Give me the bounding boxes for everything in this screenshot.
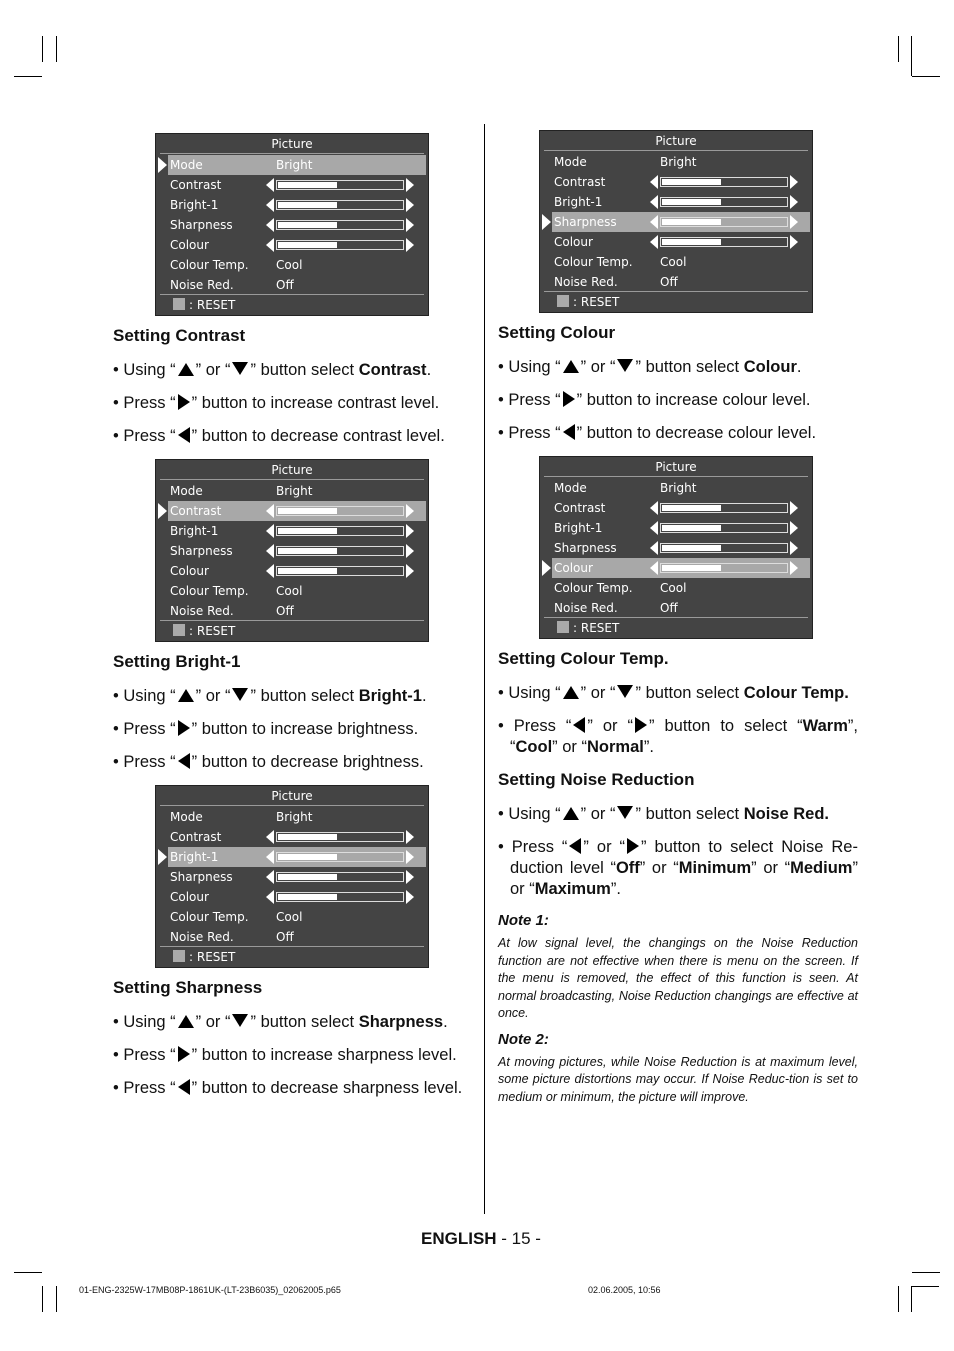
menu-row-label: Contrast bbox=[170, 178, 222, 192]
instruction: • Press “ ” button to increase brightness. bbox=[113, 720, 419, 738]
menu-row-label: Colour bbox=[554, 235, 593, 249]
note-title: Note 1: bbox=[498, 912, 549, 929]
menu-row-label: Sharpness bbox=[170, 870, 233, 884]
left-arrow-icon bbox=[266, 178, 274, 192]
menu-row-label: Sharpness bbox=[554, 541, 617, 555]
right-arrow-icon bbox=[406, 524, 414, 538]
left-arrow-icon bbox=[266, 218, 274, 232]
down-arrow-icon bbox=[617, 359, 633, 372]
menu-row[interactable] bbox=[168, 887, 426, 907]
menu-row[interactable] bbox=[168, 827, 426, 847]
menu-row-label: Bright-1 bbox=[170, 850, 219, 864]
section-heading: Setting Noise Reduction bbox=[498, 770, 695, 789]
menu-row[interactable] bbox=[168, 155, 426, 175]
right-arrow-icon bbox=[790, 561, 798, 575]
down-arrow-icon bbox=[232, 1014, 248, 1027]
menu-row-label: Mode bbox=[170, 158, 203, 172]
left-arrow-icon bbox=[650, 521, 658, 535]
menu-row[interactable] bbox=[168, 275, 426, 295]
instruction: • Using “ ” or “ ” button select Sharpness. bbox=[113, 1013, 448, 1031]
slider-track bbox=[276, 240, 404, 250]
left-arrow-icon bbox=[569, 838, 581, 854]
menu-footer bbox=[160, 620, 424, 641]
left-arrow-icon bbox=[650, 215, 658, 229]
slider-fill bbox=[278, 528, 337, 534]
crop-mark bbox=[898, 1286, 899, 1312]
selection-pointer-icon bbox=[542, 560, 551, 576]
left-arrow-icon bbox=[573, 717, 585, 733]
slider-track bbox=[276, 180, 404, 190]
slider-track bbox=[660, 237, 788, 247]
level-slider[interactable] bbox=[650, 501, 798, 515]
menu-row[interactable] bbox=[552, 192, 810, 212]
menu-row-label: Colour Temp. bbox=[554, 255, 633, 269]
reset-label[interactable]: : RESET bbox=[189, 950, 236, 964]
menu-row-value: Bright bbox=[276, 484, 313, 498]
slider-fill bbox=[278, 894, 337, 900]
instruction: • Press “ ” button to decrease brightness. bbox=[113, 753, 424, 771]
slider-fill bbox=[278, 834, 337, 840]
menu-row-label: Mode bbox=[170, 484, 203, 498]
slider-track bbox=[276, 220, 404, 230]
down-arrow-icon bbox=[617, 806, 633, 819]
reset-key-icon bbox=[557, 621, 569, 633]
menu-row[interactable] bbox=[168, 867, 426, 887]
picture-menu bbox=[539, 130, 813, 313]
menu-row-value: Bright bbox=[660, 155, 697, 169]
menu-row[interactable] bbox=[552, 212, 810, 232]
crop-mark bbox=[898, 36, 899, 62]
crop-mark bbox=[42, 36, 43, 62]
level-slider[interactable] bbox=[266, 544, 414, 558]
left-arrow-icon bbox=[266, 890, 274, 904]
menu-row[interactable] bbox=[168, 215, 426, 235]
level-slider[interactable] bbox=[650, 215, 798, 229]
instruction: • Using “ ” or “ ” button select Contrast. bbox=[113, 361, 432, 379]
menu-row[interactable] bbox=[168, 481, 426, 501]
level-slider[interactable] bbox=[266, 890, 414, 904]
menu-row[interactable] bbox=[168, 581, 426, 601]
instruction: • Using “ ” or “ ” button select Colour Temp. bbox=[498, 684, 849, 702]
menu-row-value: Off bbox=[660, 275, 678, 289]
picture-menu bbox=[539, 456, 813, 639]
right-arrow-icon bbox=[178, 720, 190, 736]
slider-track bbox=[660, 217, 788, 227]
menu-row[interactable] bbox=[552, 518, 810, 538]
right-arrow-icon bbox=[627, 838, 639, 854]
menu-row-label: Bright-1 bbox=[170, 198, 219, 212]
right-arrow-icon bbox=[790, 541, 798, 555]
menu-row[interactable] bbox=[168, 175, 426, 195]
left-arrow-icon bbox=[266, 198, 274, 212]
instruction: • Press “ ” button to increase contrast level. bbox=[113, 394, 440, 412]
menu-row[interactable] bbox=[552, 578, 810, 598]
menu-title: Picture bbox=[544, 457, 808, 477]
crop-mark bbox=[911, 36, 912, 76]
crop-mark bbox=[14, 76, 42, 77]
menu-title: Picture bbox=[160, 134, 424, 154]
slider-track bbox=[660, 563, 788, 573]
note-text: At low signal level, the changings on the Noise Reduction function are not effective when there is menu on the screen. If the menu is removed, the effect of this function is seen. At normal broadcasting, Noise Reduction changings are effective at once. bbox=[498, 936, 858, 1020]
left-arrow-icon bbox=[266, 524, 274, 538]
slider-track bbox=[660, 177, 788, 187]
menu-row[interactable] bbox=[168, 235, 426, 255]
menu-row-value: Cool bbox=[660, 581, 687, 595]
slider-fill bbox=[278, 854, 337, 860]
instruction: • Press “ ” button to decrease colour level. bbox=[498, 424, 817, 442]
right-arrow-icon bbox=[178, 394, 190, 410]
crop-mark bbox=[56, 1286, 57, 1312]
menu-row[interactable] bbox=[168, 521, 426, 541]
slider-fill bbox=[662, 545, 721, 551]
slider-track bbox=[660, 503, 788, 513]
menu-row-label: Colour Temp. bbox=[170, 910, 249, 924]
right-arrow-icon bbox=[563, 391, 575, 407]
slider-fill bbox=[662, 565, 721, 571]
menu-row[interactable] bbox=[168, 907, 426, 927]
slider-track bbox=[276, 872, 404, 882]
menu-row[interactable] bbox=[552, 272, 810, 292]
slider-fill bbox=[278, 202, 337, 208]
slider-fill bbox=[278, 874, 337, 880]
level-slider[interactable] bbox=[266, 504, 414, 518]
right-arrow-icon bbox=[790, 195, 798, 209]
right-arrow-icon bbox=[406, 178, 414, 192]
crop-mark bbox=[912, 76, 940, 77]
crop-mark bbox=[912, 1272, 940, 1273]
menu-footer bbox=[544, 291, 808, 312]
reset-key-icon bbox=[173, 624, 185, 636]
slider-track bbox=[276, 546, 404, 556]
menu-footer bbox=[544, 617, 808, 638]
menu-row-label: Noise Red. bbox=[170, 278, 234, 292]
left-arrow-icon bbox=[650, 501, 658, 515]
down-arrow-icon bbox=[617, 685, 633, 698]
left-arrow-icon bbox=[266, 850, 274, 864]
note-title: Note 2: bbox=[498, 1030, 549, 1048]
page-number: - 15 - bbox=[496, 1229, 541, 1248]
right-arrow-icon bbox=[790, 215, 798, 229]
section-heading: Setting Colour Temp. bbox=[498, 649, 669, 668]
slider-fill bbox=[278, 222, 337, 228]
menu-row[interactable] bbox=[552, 598, 810, 618]
menu-title: Picture bbox=[160, 460, 424, 480]
menu-row[interactable] bbox=[552, 232, 810, 252]
crop-mark bbox=[911, 1286, 912, 1312]
down-arrow-icon bbox=[232, 362, 248, 375]
menu-row[interactable] bbox=[168, 601, 426, 621]
menu-title: Picture bbox=[160, 786, 424, 806]
menu-row-label: Noise Red. bbox=[554, 601, 618, 615]
slider-fill bbox=[278, 508, 337, 514]
up-arrow-icon bbox=[178, 363, 194, 376]
menu-row-label: Noise Red. bbox=[170, 930, 234, 944]
left-arrow-icon bbox=[178, 1079, 190, 1095]
up-arrow-icon bbox=[178, 689, 194, 702]
menu-row-label: Contrast bbox=[554, 175, 606, 189]
selection-pointer-icon bbox=[542, 214, 551, 230]
right-arrow-icon bbox=[406, 218, 414, 232]
menu-row[interactable] bbox=[552, 172, 810, 192]
crop-mark bbox=[14, 1272, 42, 1273]
slider-fill bbox=[278, 568, 337, 574]
menu-row-value: Cool bbox=[660, 255, 687, 269]
level-slider[interactable] bbox=[266, 218, 414, 232]
menu-footer bbox=[160, 946, 424, 967]
instruction: • Press “ ” or “ ” button to select “Warm”, “Cool” or “Normal”. bbox=[498, 717, 858, 756]
menu-row-label: Mode bbox=[554, 481, 587, 495]
column-divider bbox=[484, 124, 485, 1214]
level-slider[interactable] bbox=[650, 541, 798, 555]
menu-row[interactable] bbox=[552, 252, 810, 272]
right-arrow-icon bbox=[406, 238, 414, 252]
up-arrow-icon bbox=[563, 360, 579, 373]
menu-row[interactable] bbox=[168, 847, 426, 867]
right-arrow-icon bbox=[790, 235, 798, 249]
picture-menu bbox=[155, 133, 429, 316]
right-arrow-icon bbox=[635, 717, 647, 733]
reset-key-icon bbox=[557, 295, 569, 307]
file-date: 02.06.2005, 10:56 bbox=[588, 1285, 661, 1295]
menu-row-label: Contrast bbox=[170, 830, 222, 844]
selection-pointer-icon bbox=[158, 157, 167, 173]
menu-row-value: Off bbox=[660, 601, 678, 615]
instruction: • Using “ ” or “ ” button select Noise Red. bbox=[498, 805, 829, 823]
reset-key-icon bbox=[173, 298, 185, 310]
level-slider[interactable] bbox=[266, 198, 414, 212]
menu-row-label: Bright-1 bbox=[170, 524, 219, 538]
menu-row-value: Bright bbox=[276, 810, 313, 824]
slider-track bbox=[276, 832, 404, 842]
section-heading: Setting Colour bbox=[498, 323, 616, 342]
instruction: • Press “ ” button to increase sharpness level. bbox=[113, 1046, 457, 1064]
menu-row-label: Colour bbox=[554, 561, 593, 575]
level-slider[interactable] bbox=[266, 238, 414, 252]
menu-row[interactable] bbox=[552, 498, 810, 518]
picture-menu bbox=[155, 459, 429, 642]
left-arrow-icon bbox=[266, 544, 274, 558]
slider-fill bbox=[662, 505, 721, 511]
level-slider[interactable] bbox=[650, 235, 798, 249]
slider-track bbox=[276, 526, 404, 536]
menu-row-label: Noise Red. bbox=[554, 275, 618, 289]
instruction: • Using “ ” or “ ” button select Bright-1. bbox=[113, 687, 427, 705]
menu-title: Picture bbox=[544, 131, 808, 151]
slider-fill bbox=[662, 199, 721, 205]
section-heading: Setting Bright-1 bbox=[113, 652, 241, 671]
slider-track bbox=[660, 197, 788, 207]
crop-mark bbox=[56, 36, 57, 62]
right-arrow-icon bbox=[406, 544, 414, 558]
up-arrow-icon bbox=[563, 686, 579, 699]
reset-label[interactable]: : RESET bbox=[573, 621, 620, 635]
menu-row[interactable] bbox=[168, 255, 426, 275]
menu-row-label: Bright-1 bbox=[554, 521, 603, 535]
slider-fill bbox=[278, 182, 337, 188]
right-arrow-icon bbox=[406, 890, 414, 904]
slider-track bbox=[276, 200, 404, 210]
left-arrow-icon bbox=[266, 564, 274, 578]
level-slider[interactable] bbox=[266, 524, 414, 538]
menu-row-value: Cool bbox=[276, 910, 303, 924]
slider-fill bbox=[662, 525, 721, 531]
level-slider[interactable] bbox=[266, 850, 414, 864]
menu-row-value: Off bbox=[276, 278, 294, 292]
menu-footer bbox=[160, 294, 424, 315]
right-arrow-icon bbox=[790, 521, 798, 535]
menu-row-label: Noise Red. bbox=[170, 604, 234, 618]
menu-row-label: Colour bbox=[170, 564, 209, 578]
right-arrow-icon bbox=[790, 175, 798, 189]
right-arrow-icon bbox=[406, 870, 414, 884]
level-slider[interactable] bbox=[650, 195, 798, 209]
menu-row-value: Cool bbox=[276, 258, 303, 272]
menu-row-label: Colour bbox=[170, 890, 209, 904]
page-footer bbox=[421, 1229, 541, 1249]
file-name: 01-ENG-2325W-17MB08P-1861UK-(LT-23B6035)_02062005.p65 bbox=[79, 1285, 341, 1295]
right-arrow-icon bbox=[406, 830, 414, 844]
reset-label[interactable]: : RESET bbox=[573, 295, 620, 309]
menu-row[interactable] bbox=[168, 195, 426, 215]
down-arrow-icon bbox=[232, 688, 248, 701]
menu-row[interactable] bbox=[168, 501, 426, 521]
left-arrow-icon bbox=[178, 753, 190, 769]
up-arrow-icon bbox=[563, 807, 579, 820]
menu-row-label: Colour Temp. bbox=[170, 258, 249, 272]
level-slider[interactable] bbox=[650, 521, 798, 535]
menu-row-label: Colour Temp. bbox=[170, 584, 249, 598]
slider-fill bbox=[662, 219, 721, 225]
note-text: At moving pictures, while Noise Reduction is at maximum level, some picture distortions may occur. If Noise Reduc-tion is set to medium or minimum, the picture will improve. bbox=[498, 1054, 858, 1104]
menu-row[interactable] bbox=[168, 541, 426, 561]
left-arrow-icon bbox=[650, 175, 658, 189]
menu-row-label: Colour Temp. bbox=[554, 581, 633, 595]
menu-row[interactable] bbox=[168, 927, 426, 947]
crop-mark bbox=[42, 1286, 43, 1312]
level-slider[interactable] bbox=[266, 564, 414, 578]
reset-label[interactable]: : RESET bbox=[189, 298, 236, 312]
right-arrow-icon bbox=[406, 850, 414, 864]
slider-fill bbox=[662, 239, 721, 245]
slider-fill bbox=[278, 548, 337, 554]
menu-row-label: Contrast bbox=[554, 501, 606, 515]
menu-row-label: Bright-1 bbox=[554, 195, 603, 209]
menu-row-value: Bright bbox=[660, 481, 697, 495]
reset-label[interactable]: : RESET bbox=[189, 624, 236, 638]
menu-row-label: Mode bbox=[554, 155, 587, 169]
instruction: • Using “ ” or “ ” button select Colour. bbox=[498, 358, 802, 376]
menu-row-label: Colour bbox=[170, 238, 209, 252]
menu-row-label: Contrast bbox=[170, 504, 222, 518]
menu-row[interactable] bbox=[168, 561, 426, 581]
left-arrow-icon bbox=[563, 424, 575, 440]
level-slider[interactable] bbox=[266, 830, 414, 844]
left-arrow-icon bbox=[650, 235, 658, 249]
picture-menu bbox=[155, 785, 429, 968]
up-arrow-icon bbox=[178, 1015, 194, 1028]
left-arrow-icon bbox=[266, 504, 274, 518]
menu-row-value: Bright bbox=[276, 158, 313, 172]
menu-row-label: Mode bbox=[170, 810, 203, 824]
level-slider[interactable] bbox=[266, 870, 414, 884]
instruction: • Press “ ” button to decrease sharpness level. bbox=[113, 1079, 463, 1097]
menu-row[interactable] bbox=[168, 807, 426, 827]
level-slider[interactable] bbox=[650, 561, 798, 575]
instruction: • Press “ ” button to decrease contrast level. bbox=[113, 427, 445, 445]
level-slider[interactable] bbox=[266, 178, 414, 192]
section-heading: Setting Sharpness bbox=[113, 978, 263, 997]
slider-fill bbox=[278, 242, 337, 248]
selection-pointer-icon bbox=[158, 503, 167, 519]
left-arrow-icon bbox=[266, 830, 274, 844]
menu-row-label: Sharpness bbox=[170, 544, 233, 558]
right-arrow-icon bbox=[178, 1046, 190, 1062]
section-heading: Setting Contrast bbox=[113, 326, 246, 345]
left-column bbox=[113, 133, 473, 1111]
menu-row[interactable] bbox=[552, 538, 810, 558]
slider-track bbox=[660, 543, 788, 553]
instruction: • Press “ ” or “ ” button to select Noise Re-duction level “Off” or “Minimum” or “Medium” or “Maximum”. bbox=[498, 838, 858, 898]
menu-row-label: Sharpness bbox=[170, 218, 233, 232]
slider-track bbox=[276, 506, 404, 516]
menu-row[interactable] bbox=[552, 152, 810, 172]
left-arrow-icon bbox=[650, 195, 658, 209]
right-arrow-icon bbox=[790, 501, 798, 515]
right-arrow-icon bbox=[406, 504, 414, 518]
level-slider[interactable] bbox=[650, 175, 798, 189]
slider-track bbox=[660, 523, 788, 533]
language-label: ENGLISH bbox=[421, 1229, 497, 1248]
instruction: • Press “ ” button to increase colour level. bbox=[498, 391, 811, 409]
menu-row[interactable] bbox=[552, 558, 810, 578]
slider-track bbox=[276, 566, 404, 576]
slider-fill bbox=[662, 179, 721, 185]
menu-row-value: Cool bbox=[276, 584, 303, 598]
left-arrow-icon bbox=[650, 541, 658, 555]
left-arrow-icon bbox=[266, 870, 274, 884]
menu-row-value: Off bbox=[276, 930, 294, 944]
right-arrow-icon bbox=[406, 198, 414, 212]
left-arrow-icon bbox=[178, 427, 190, 443]
menu-row-label: Sharpness bbox=[554, 215, 617, 229]
crop-mark bbox=[911, 1286, 939, 1287]
right-column bbox=[498, 130, 858, 1114]
selection-pointer-icon bbox=[158, 849, 167, 865]
slider-track bbox=[276, 892, 404, 902]
right-arrow-icon bbox=[406, 564, 414, 578]
menu-row-value: Off bbox=[276, 604, 294, 618]
reset-key-icon bbox=[173, 950, 185, 962]
left-arrow-icon bbox=[266, 238, 274, 252]
left-arrow-icon bbox=[650, 561, 658, 575]
slider-track bbox=[276, 852, 404, 862]
menu-row[interactable] bbox=[552, 478, 810, 498]
